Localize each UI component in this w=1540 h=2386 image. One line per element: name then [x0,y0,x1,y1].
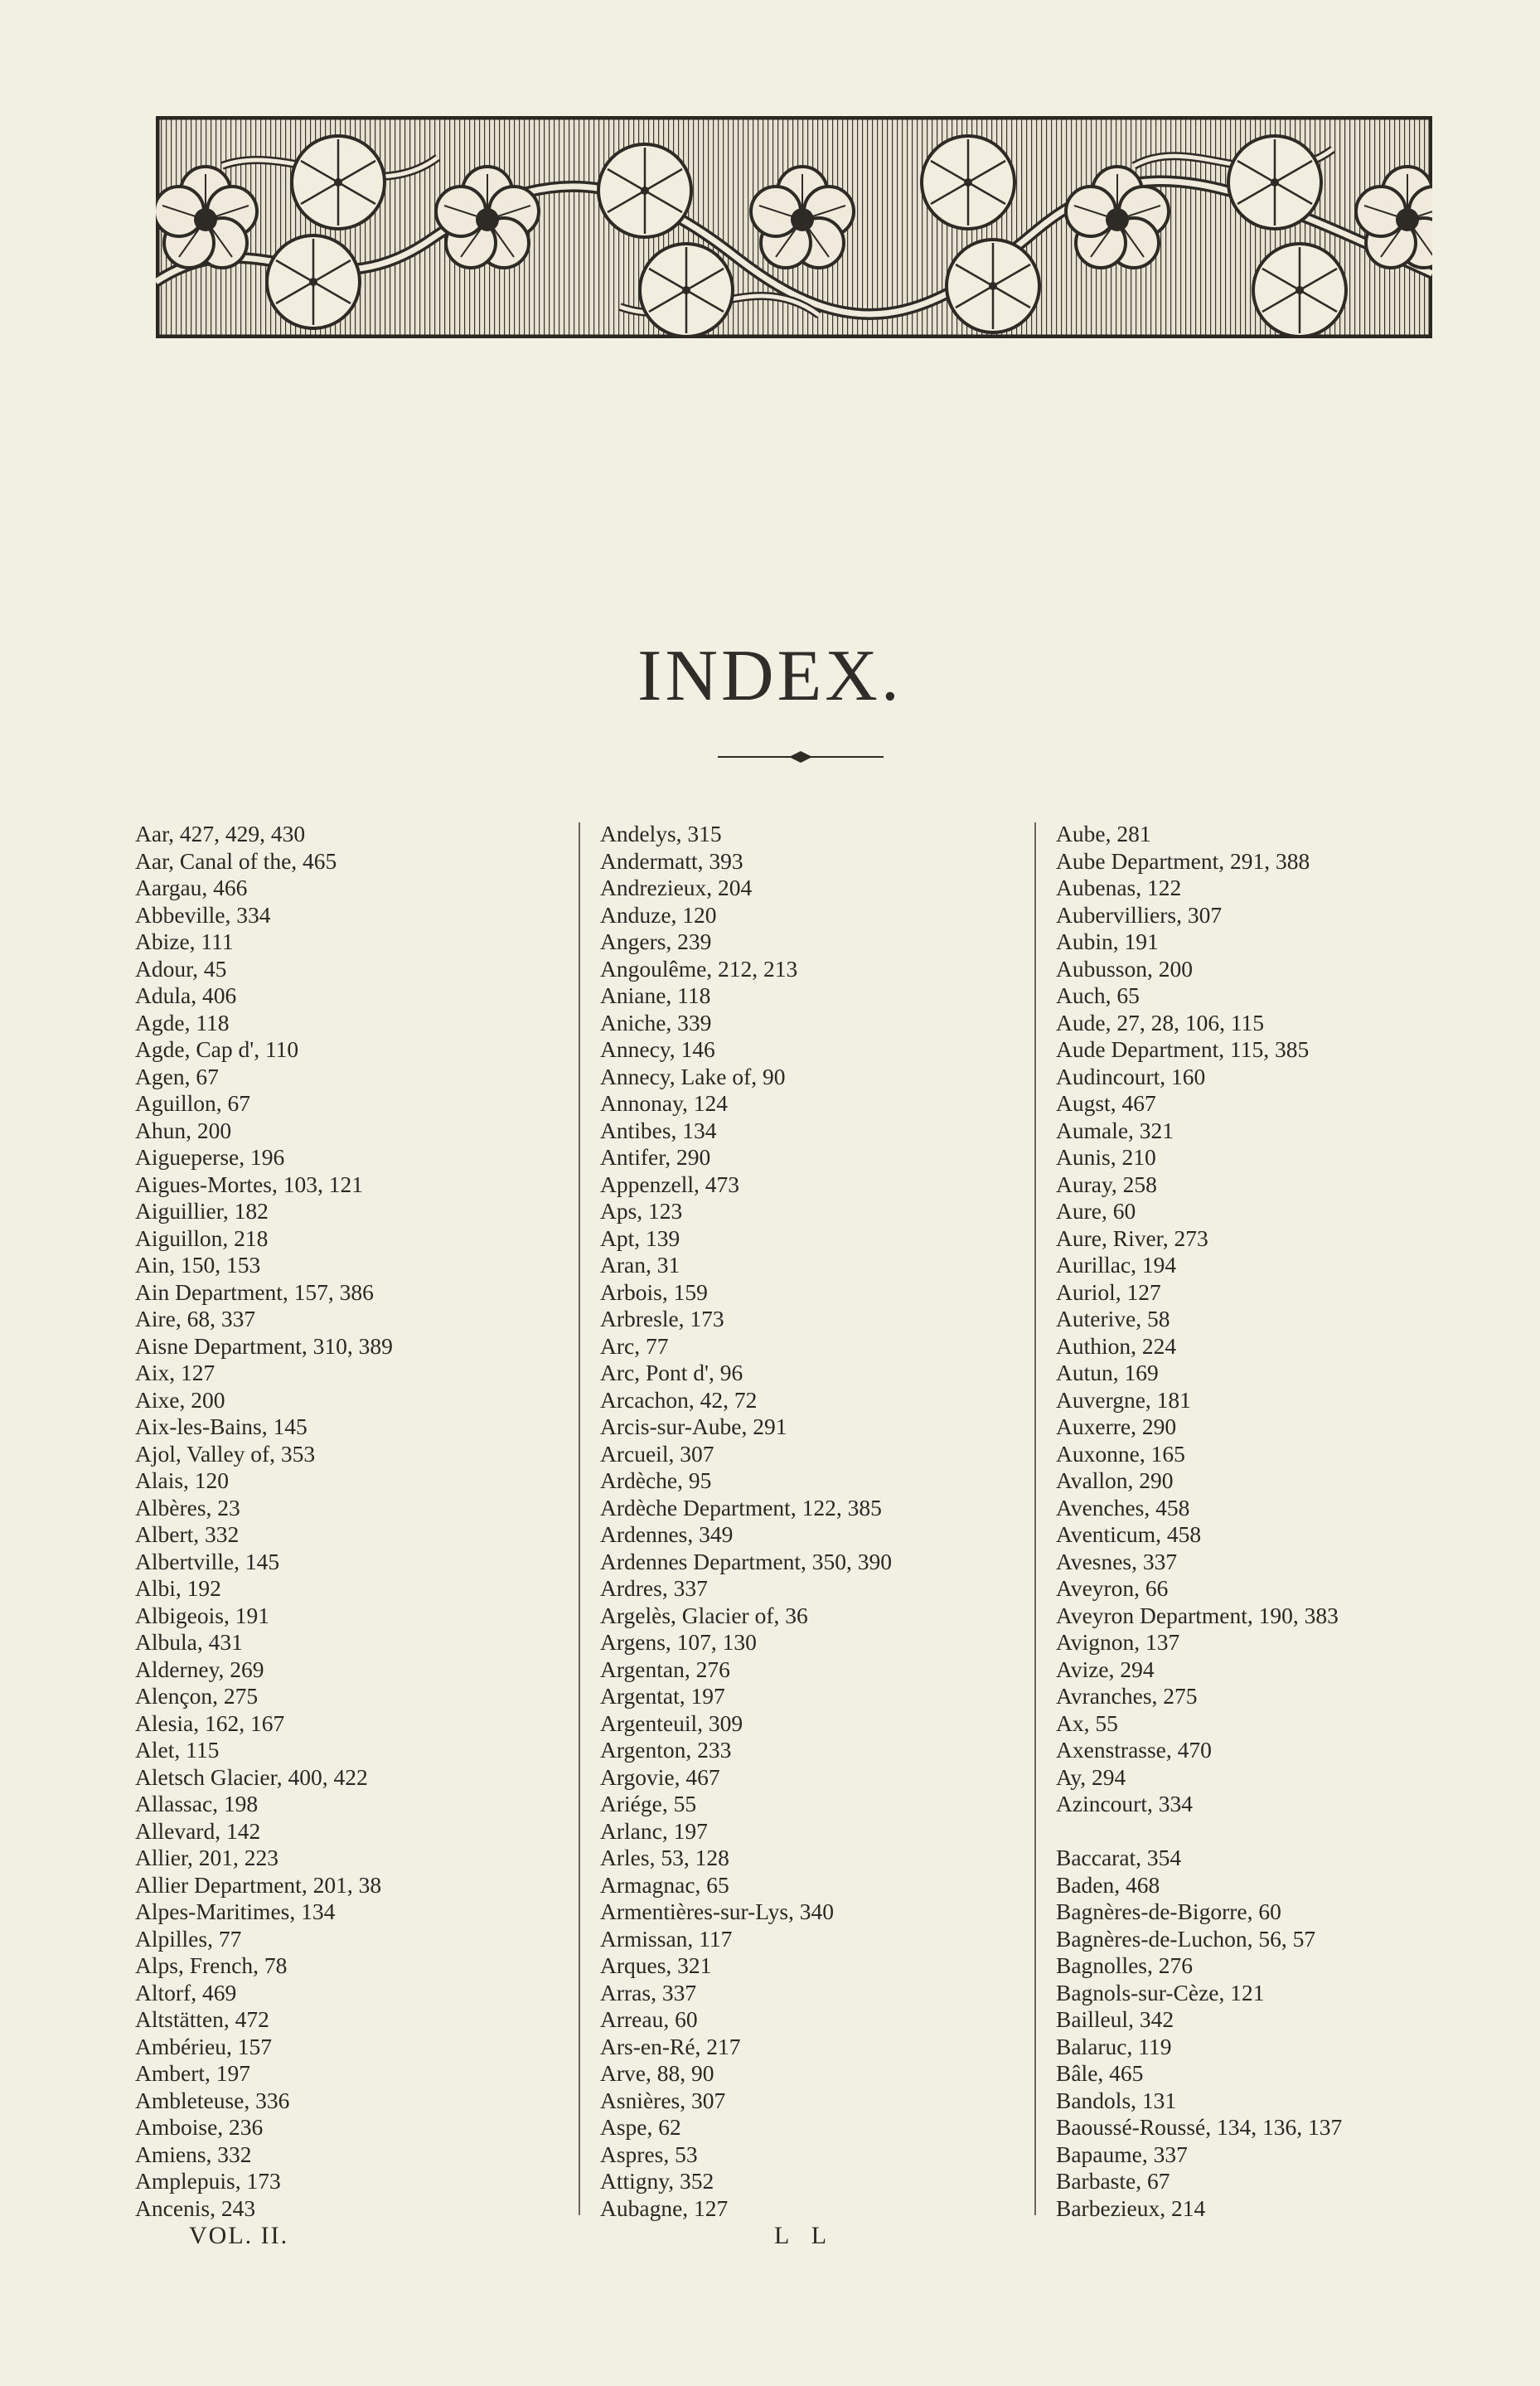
index-entry: Argenteuil, 309 [600,1709,743,1736]
index-entry: Alpilles, 77 [135,1925,242,1952]
index-entry: Audincourt, 160 [1056,1063,1206,1089]
index-entry: Argentat, 197 [600,1683,725,1709]
index-entry: Antibes, 134 [600,1117,717,1143]
index-entry: Andermatt, 393 [600,847,743,874]
index-entry: Annonay, 124 [600,1090,729,1116]
index-entry: Ardèche Department, 122, 385 [600,1494,882,1520]
index-entry: Aargau, 466 [135,875,248,900]
index-entry: Argens, 107, 130 [600,1629,757,1655]
index-entry: Allier, 201, 223 [135,1845,279,1870]
index-entry: Albères, 23 [135,1494,240,1520]
index-entry: Auch, 65 [1056,982,1140,1008]
decorative-floral-banner [156,116,1432,338]
index-entry: Amboise, 236 [135,2114,264,2140]
index-entry: Aspe, 62 [600,2114,681,2140]
index-entry: Aveyron Department, 190, 383 [1056,1602,1339,1628]
index-entry: Allassac, 198 [135,1791,259,1816]
index-entry: Aumale, 321 [1056,1117,1174,1143]
index-entry: Appenzell, 473 [600,1171,740,1197]
index-entry: Barbezieux, 214 [1056,2194,1206,2221]
index-entry: Argentan, 276 [600,1656,730,1682]
index-entry: Ain, 150, 153 [135,1252,261,1278]
index-entry: Bagnères-de-Luchon, 56, 57 [1056,1925,1316,1952]
index-entry: Bâle, 465 [1056,2060,1144,2086]
index-entry: Ardres, 337 [600,1575,708,1601]
index-entry: Abbeville, 334 [135,901,271,928]
index-entry: Agde, Cap d', 110 [135,1036,299,1062]
index-entry: Axenstrasse, 470 [1056,1737,1212,1763]
index-entry: Aix-les-Bains, 145 [135,1414,308,1439]
footer-signature: L L [774,2222,835,2249]
index-entry: Ancenis, 243 [135,2194,256,2221]
index-entry: Aniane, 118 [600,982,711,1008]
index-entry: Albigeois, 191 [135,1602,269,1628]
index-entry: Ain Department, 157, 386 [135,1278,374,1305]
index-entry: Augst, 467 [1056,1090,1156,1116]
index-entry: Aube Department, 291, 388 [1056,847,1310,874]
column-divider [1034,822,1036,2215]
index-entry: Aure, 60 [1056,1198,1136,1224]
index-entry: Agde, 118 [135,1009,230,1035]
index-entry: Abize, 111 [135,929,234,954]
index-entry: Ahun, 200 [135,1117,232,1143]
index-entry: Annecy, Lake of, 90 [600,1063,786,1089]
index-entry: Alps, French, 78 [135,1952,288,1978]
index-entry: Aix, 127 [135,1360,216,1385]
index-entry: Aubervilliers, 307 [1056,901,1223,928]
index-entry: Antifer, 290 [600,1144,711,1170]
index-entry: Allier Department, 201, 38 [135,1871,382,1898]
index-entry: Altorf, 469 [135,1979,237,2005]
index-entry: Attigny, 352 [600,2168,714,2194]
index-entry: Aran, 31 [600,1252,680,1278]
index-entry: Alençon, 275 [135,1683,259,1709]
index-entry: Auxerre, 290 [1056,1414,1177,1439]
index-entry: Apt, 139 [600,1225,680,1251]
index-entry: Ambleteuse, 336 [135,2087,290,2113]
index-entry: Allevard, 142 [135,1817,261,1844]
index-entry: Bandols, 131 [1056,2087,1177,2113]
index-entry: Argovie, 467 [600,1763,720,1790]
index-entry: Aisne Department, 310, 389 [135,1332,393,1359]
index-entry: Aletsch Glacier, 400, 422 [135,1763,368,1790]
index-entry: Avenches, 458 [1056,1494,1190,1520]
index-entry: Aube, 281 [1056,821,1151,846]
index-entry: Avignon, 137 [1056,1629,1180,1655]
index-entry: Arques, 321 [600,1952,712,1978]
index-entry: Albert, 332 [135,1521,240,1547]
index-entry: Arc, 77 [600,1332,669,1359]
index-entry: Aurillac, 194 [1056,1252,1177,1278]
index-entry: Annecy, 146 [600,1036,715,1062]
index-entry: Amplepuis, 173 [135,2168,281,2194]
section-gap [1056,1818,1342,1845]
index-entry: Ardennes Department, 350, 390 [600,1548,893,1574]
index-entry: Aubin, 191 [1056,929,1159,954]
index-entry: Alesia, 162, 167 [135,1709,285,1736]
index-entry: Albula, 431 [135,1629,243,1655]
index-entry: Aar, 427, 429, 430 [135,821,306,846]
index-entry: Aspres, 53 [600,2141,698,2167]
index-entry: Aubagne, 127 [600,2194,729,2221]
index-entry: Alais, 120 [135,1467,230,1493]
index-entry: Argelès, Glacier of, 36 [600,1602,808,1628]
index-entry: Arras, 337 [600,1979,697,2005]
index-entry: Albertville, 145 [135,1548,280,1574]
index-entry: Avize, 294 [1056,1656,1155,1682]
index-entry: Angoulême, 212, 213 [600,955,798,982]
index-entry: Alderney, 269 [135,1656,264,1682]
index-entry: Bagnères-de-Bigorre, 60 [1056,1899,1281,1924]
index-entry: Auvergne, 181 [1056,1386,1191,1413]
index-entry: Arbresle, 173 [600,1306,724,1331]
index-entry: Auray, 258 [1056,1171,1157,1197]
index-entry: Argenton, 233 [600,1737,732,1763]
index-entry: Altstätten, 472 [135,2006,269,2032]
index-column-3 [1056,821,1342,2222]
index-entry: Aguillon, 67 [135,1090,251,1116]
index-entry: Auxonne, 165 [1056,1440,1185,1467]
index-entry: Asnières, 307 [600,2087,726,2113]
index-entry: Ardèche, 95 [600,1467,712,1493]
page-title: INDEX. [637,636,903,716]
index-entry: Arles, 53, 128 [600,1845,729,1870]
index-entry: Aiguillon, 218 [135,1225,269,1251]
index-entry: Arbois, 159 [600,1278,708,1305]
index-entry: Authion, 224 [1056,1332,1177,1359]
index-entry: Aigues-Mortes, 103, 121 [135,1171,363,1197]
index-entry: Ajol, Valley of, 353 [135,1440,316,1467]
index-entry: Aubusson, 200 [1056,955,1194,982]
index-entry: Anduze, 120 [600,901,717,928]
index-entry: Arlanc, 197 [600,1817,708,1844]
index-entry: Aude, 27, 28, 106, 115 [1056,1009,1265,1035]
index-entry: Bailleul, 342 [1056,2006,1174,2032]
index-entry: Armissan, 117 [600,1925,733,1952]
index-entry: Arcis-sur-Aube, 291 [600,1414,787,1439]
index-entry: Alpes-Maritimes, 134 [135,1899,336,1924]
index-entry: Ay, 294 [1056,1763,1126,1790]
index-entry: Auriol, 127 [1056,1278,1161,1305]
index-entry: Alet, 115 [135,1737,220,1763]
index-entry: Agen, 67 [135,1063,219,1089]
footer-volume: VOL. II. [189,2222,289,2249]
index-entry: Armagnac, 65 [600,1871,729,1898]
index-entry: Aniche, 339 [600,1009,712,1035]
index-entry: Ariége, 55 [600,1791,697,1816]
index-entry: Avranches, 275 [1056,1683,1198,1709]
index-entry: Baden, 468 [1056,1871,1160,1898]
index-entry: Bagnolles, 276 [1056,1952,1193,1978]
index-entry: Ambérieu, 157 [135,2033,272,2059]
title-ornament-rule [718,750,884,764]
index-entry: Amiens, 332 [135,2141,252,2167]
index-entry: Andrezieux, 204 [600,875,753,900]
index-entry: Arc, Pont d', 96 [600,1360,743,1385]
index-entry: Aiguillier, 182 [135,1198,269,1224]
index-entry: Balaruc, 119 [1056,2033,1172,2059]
index-entry: Bagnols-sur-Cèze, 121 [1056,1979,1265,2005]
index-column-2 [600,821,892,2222]
index-entry: Adour, 45 [135,955,227,982]
index-entry: Aixe, 200 [135,1386,225,1413]
index-entry: Ardennes, 349 [600,1521,734,1547]
index-entry: Bapaume, 337 [1056,2141,1188,2167]
index-entry: Arreau, 60 [600,2006,698,2032]
index-entry: Aude Department, 115, 385 [1056,1036,1310,1062]
index-entry: Ambert, 197 [135,2060,251,2086]
index-entry: Arcachon, 42, 72 [600,1386,758,1413]
index-entry: Albi, 192 [135,1575,221,1601]
index-entry: Barbaste, 67 [1056,2168,1170,2194]
index-entry: Arve, 88, 90 [600,2060,714,2086]
index-entry: Autun, 169 [1056,1360,1159,1385]
index-entry: Andelys, 315 [600,821,722,846]
index-entry: Aps, 123 [600,1198,683,1224]
index-entry: Aar, Canal of the, 465 [135,847,337,874]
index-column-1 [135,821,393,2222]
index-entry: Angers, 239 [600,929,712,954]
index-entry: Ax, 55 [1056,1709,1118,1736]
index-entry: Arcueil, 307 [600,1440,714,1467]
index-entry: Baoussé-Roussé, 134, 136, 137 [1056,2114,1343,2140]
index-entry: Adula, 406 [135,982,237,1008]
index-entry: Aveyron, 66 [1056,1575,1169,1601]
index-entry: Aunis, 210 [1056,1144,1156,1170]
column-divider [579,822,580,2215]
index-entry: Avallon, 290 [1056,1467,1174,1493]
index-entry: Aigueperse, 196 [135,1144,285,1170]
index-entry: Armentières-sur-Lys, 340 [600,1899,835,1924]
index-entry: Azincourt, 334 [1056,1791,1193,1816]
index-entry: Auterive, 58 [1056,1306,1170,1331]
index-entry: Aure, River, 273 [1056,1225,1208,1251]
index-entry: Aire, 68, 337 [135,1306,256,1331]
index-entry: Baccarat, 354 [1056,1845,1182,1870]
index-entry: Avesnes, 337 [1056,1548,1178,1574]
index-entry: Aubenas, 122 [1056,875,1182,900]
index-entry: Ars-en-Ré, 217 [600,2033,741,2059]
index-entry: Aventicum, 458 [1056,1521,1202,1547]
